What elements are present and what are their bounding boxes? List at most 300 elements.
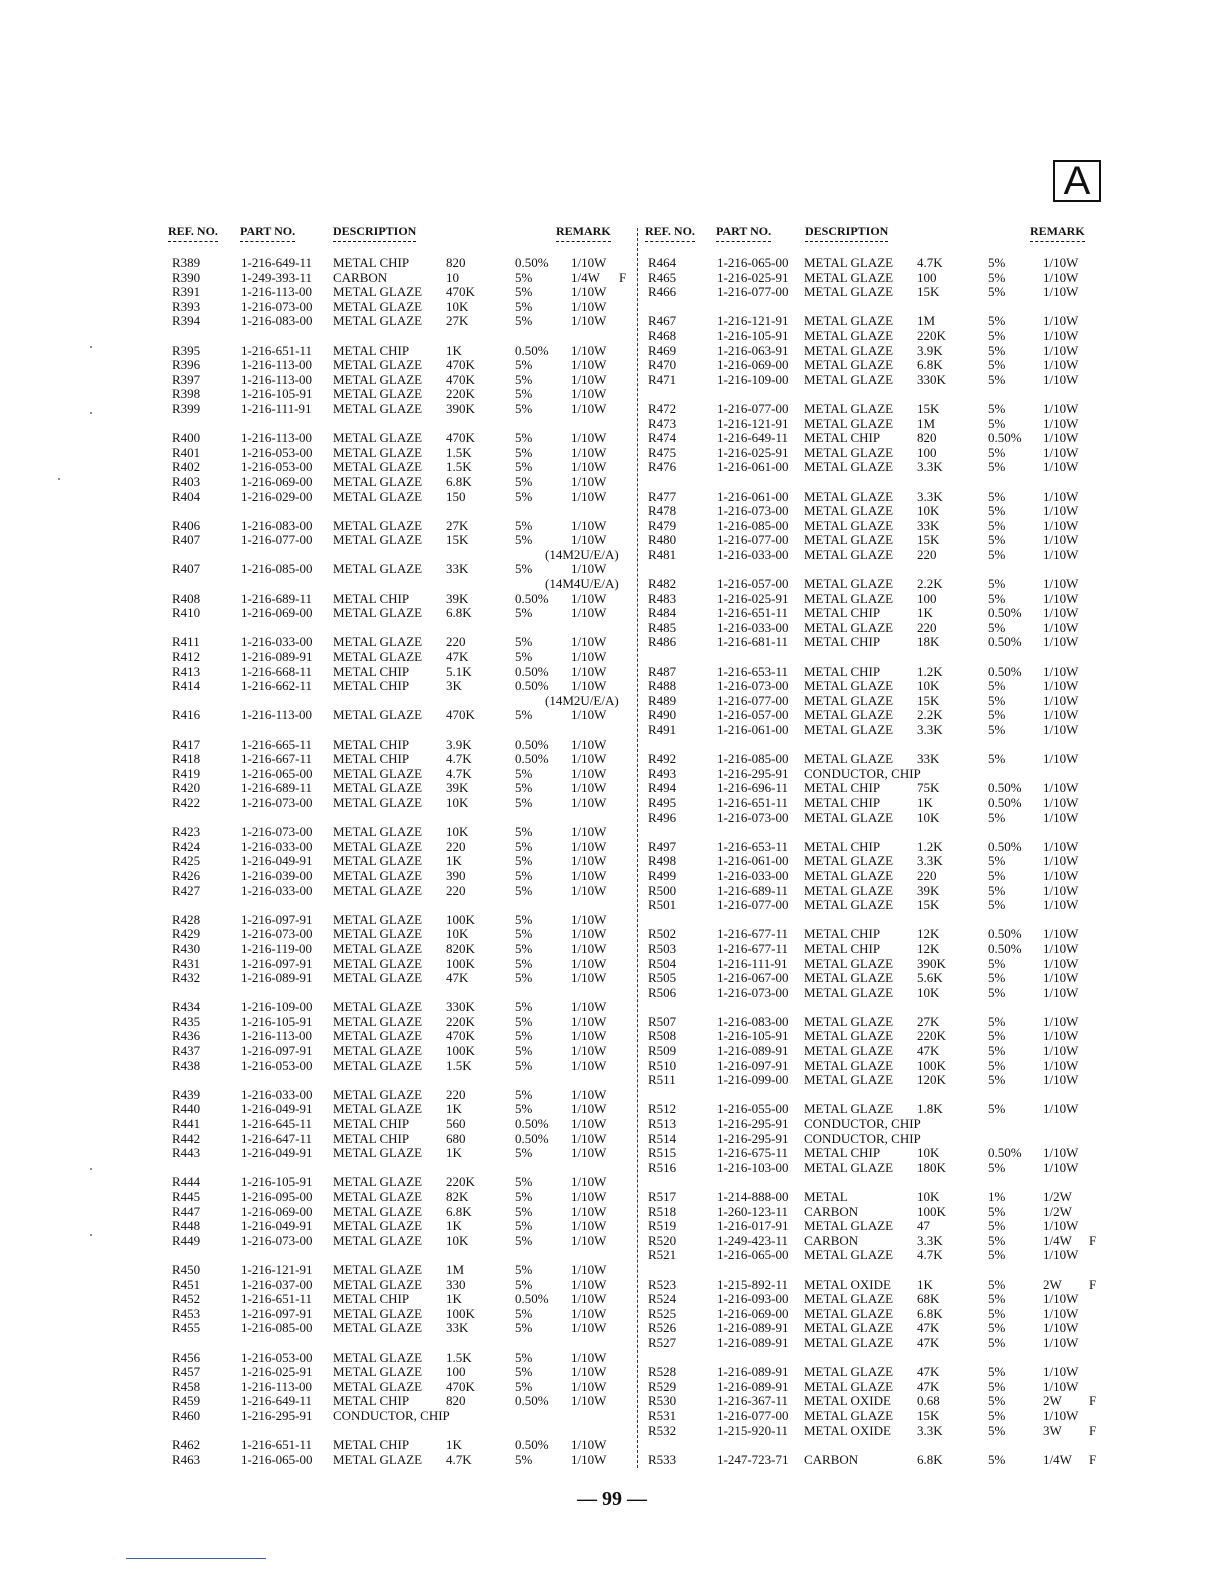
cell-ref-no: R526 [648,1320,677,1336]
cell-value: 330K [446,999,475,1015]
cell-part-no: 1-216-103-00 [717,1159,789,1175]
cell-description: METAL GLAZE [804,619,894,635]
cell-tolerance: 5% [515,284,533,300]
cell-description: METAL GLAZE [333,765,423,781]
table-row [645,796,1105,811]
cell-rating: 1/10W [571,1364,607,1380]
cell-ref-no: R519 [648,1218,677,1234]
cell-rating: 1/10W [571,1057,607,1073]
cell-tolerance: 5% [988,1203,1006,1219]
cell-rating: 1/10W [1043,357,1079,373]
cell-value: 100K [446,1305,475,1321]
cell-value: 820 [917,430,937,446]
cell-ref-no: R450 [172,1261,201,1277]
cell-value: 3.3K [917,722,943,737]
cell-tolerance: 5% [515,882,533,898]
cell-part-no: 1-216-065-00 [717,255,789,270]
cell-part-no: 1-216-089-91 [717,1320,789,1336]
cell-value: 15K [917,897,940,913]
table-row [168,927,636,942]
cell-value: 3.9K [917,342,943,358]
cell-description: METAL GLAZE [804,1407,894,1423]
cell-description: METAL GLAZE [333,853,423,869]
cell-value: 1M [917,415,936,431]
cell-description: METAL GLAZE [333,532,423,548]
cell-part-no: 1-216-089-91 [241,970,313,986]
cell-rating: 1/10W [571,459,607,475]
cell-part-no: 1-216-069-00 [717,1305,789,1321]
cell-part-no: 1-216-651-11 [717,794,789,810]
cell-ref-no: R518 [648,1203,677,1219]
table-row [645,752,1105,767]
cell-tolerance: 5% [515,1364,533,1380]
table-row [645,723,1105,738]
cell-description: METAL GLAZE [333,313,423,329]
cell-rating: 1/10W [571,371,607,387]
cell-rating: 1/10W [571,882,607,898]
cell-rating: 1/10W [571,284,607,300]
cell-part-no: 1-216-665-11 [241,736,313,752]
table-row [645,942,1105,957]
cell-ref-no: R427 [172,882,201,898]
cell-tolerance: 5% [515,765,533,781]
section-letter: A [1063,159,1091,203]
cell-part-no: 1-216-083-00 [717,1013,789,1029]
cell-tolerance: 5% [515,517,533,533]
table-row [168,752,636,767]
cell-ref-no: R465 [648,269,677,285]
cell-rating: 1/10W [571,1203,607,1219]
cell-part-no: 1-216-069-00 [241,605,313,621]
cell-ref-no: R418 [172,751,201,767]
table-row [645,285,1105,300]
cell-ref-no: R469 [648,342,677,358]
table-row [168,1219,636,1234]
cell-value: 15K [917,284,940,300]
cell-tolerance: 5% [988,984,1006,1000]
table-row [645,1424,1105,1439]
cell-tolerance: 5% [515,1203,533,1219]
table-row [645,504,1105,519]
cell-value: 27K [446,313,469,329]
table-row [645,1015,1105,1030]
cell-part-no: 1-216-113-00 [241,357,313,373]
table-row [168,738,636,753]
cell-rating: 1/10W [571,444,607,460]
cell-rating: 1/10W [571,561,607,577]
cell-value: 220 [917,619,937,635]
cell-tolerance: 5% [515,867,533,883]
cell-value: 1K [446,342,462,358]
row-gap [168,898,636,913]
table-row [645,621,1105,636]
cell-flag: F [1089,1232,1097,1248]
cell-ref-no: R447 [172,1203,201,1219]
cell-description: METAL GLAZE [333,1203,423,1219]
row-gap [645,738,1105,753]
cell-value: 220K [446,1013,475,1029]
cell-description: METAL GLAZE [804,984,894,1000]
cell-rating: 1/10W [1043,1013,1079,1029]
cell-value: 1.5K [446,459,472,475]
cell-rating: 1/10W [571,1232,607,1248]
table-row [645,1292,1105,1307]
cell-rating: 1/10W [571,999,607,1015]
cell-tolerance: 5% [988,722,1006,737]
cell-ref-no: R406 [172,517,201,533]
cell-rating: 1/10W [571,1320,607,1336]
cell-description: METAL CHIP [333,678,410,694]
cell-ref-no: R532 [648,1422,677,1438]
cell-ref-no: R478 [648,503,677,519]
cell-ref-no: R417 [172,736,201,752]
cell-ref-no: R412 [172,649,201,665]
cell-ref-no: R516 [648,1159,677,1175]
table-row [645,1205,1105,1220]
cell-description: CONDUCTOR, CHIP [804,765,921,781]
cell-ref-no: R529 [648,1378,677,1394]
cell-rating: 1/10W [1043,940,1079,956]
cell-tolerance: 5% [515,444,533,460]
cell-ref-no: R507 [648,1013,677,1029]
cell-tolerance: 5% [515,1174,533,1190]
cell-description: METAL GLAZE [333,1174,423,1190]
table-row [168,1015,636,1030]
cell-value: 15K [917,400,940,416]
cell-value: 3.3K [917,1422,943,1438]
cell-description: METAL GLAZE [804,1247,894,1263]
cell-ref-no: R488 [648,678,677,694]
cell-tolerance: 5% [515,605,533,621]
row-gap [168,417,636,432]
cell-tolerance: 5% [988,444,1006,460]
cell-ref-no: R476 [648,459,677,475]
cell-tolerance: 5% [988,1334,1006,1350]
cell-flag: F [1089,1451,1097,1467]
cell-part-no: 1-216-696-11 [717,780,789,796]
cell-tolerance: 0.50% [515,342,549,358]
row-gap [168,1424,636,1439]
table-row [168,825,636,840]
cell-tolerance: 5% [988,1364,1006,1380]
cell-value: 1K [446,1101,462,1117]
table-row [168,1438,636,1453]
section-label-box [1053,160,1101,202]
cell-rating: 1/10W [1043,1378,1079,1394]
cell-part-no: 1-215-892-11 [717,1276,789,1292]
cell-part-no: 1-216-025-91 [241,1364,313,1380]
table-row [645,592,1105,607]
cell-tolerance: 5% [988,1291,1006,1307]
cell-description: METAL CHIP [804,926,881,942]
cell-value: 1.5K [446,444,472,460]
cell-part-no: 1-216-097-91 [717,1057,789,1073]
table-row [645,971,1105,986]
cell-value: 100 [917,444,937,460]
cell-description: METAL CHIP [804,663,881,679]
cell-ref-no: R398 [172,386,201,402]
cell-part-no: 1-216-077-00 [717,284,789,300]
cell-rating: 1/10W [1043,1145,1079,1161]
cell-tolerance: 0.50% [988,605,1022,621]
cell-rating: 1/10W [571,1276,607,1292]
cell-tolerance: 0.50% [515,678,549,694]
cell-rating: 1/10W [571,590,607,606]
cell-rating: 1/10W [1043,809,1079,825]
cell-rating: 1/10W [1043,313,1079,329]
cell-description: METAL GLAZE [333,780,423,796]
cell-rating: 1/10W [1043,327,1079,343]
table-row [168,781,636,796]
cell-ref-no: R456 [172,1349,201,1365]
cell-rating: 1/10W [1043,371,1079,387]
cell-description: METAL GLAZE [333,1320,423,1336]
cell-tolerance: 0.50% [515,751,549,767]
cell-ref-no: R517 [648,1189,677,1204]
cell-part-no: 1-216-295-91 [717,1116,789,1132]
cell-rating: 1/10W [571,1145,607,1161]
table-row [645,1219,1105,1234]
cell-description: METAL GLAZE [333,444,423,460]
table-row [168,1278,636,1293]
cell-part-no: 1-216-097-91 [241,911,313,927]
header-remark: REMARK [1030,224,1085,242]
table-row [168,1102,636,1117]
table-row [168,1263,636,1278]
cell-value: 15K [917,532,940,548]
cell-value: 33K [446,561,469,577]
cell-part-no: 1-247-723-71 [717,1451,789,1467]
table-row [168,1190,636,1205]
cell-part-no: 1-216-089-91 [241,649,313,665]
cell-rating: 1/10W [1043,284,1079,300]
cell-rating: 1/10W [571,663,607,679]
table-header [645,224,1105,256]
cell-tolerance: 5% [515,1320,533,1336]
cell-description: METAL GLAZE [333,1364,423,1380]
cell-part-no: 1-216-029-00 [241,488,313,504]
cell-description: METAL GLAZE [333,882,423,898]
cell-part-no: 1-216-073-00 [717,809,789,825]
table-row [645,1161,1105,1176]
cell-rating: 1/4W [571,269,600,285]
table-row [645,1132,1105,1147]
cell-tolerance: 5% [515,357,533,373]
cell-value: 4.7K [446,751,472,767]
cell-value: 6.8K [917,1305,943,1321]
header-remark: REMARK [556,224,611,242]
cell-description: METAL GLAZE [333,1086,423,1102]
cell-description: CONDUCTOR, CHIP [804,1130,921,1146]
table-row [168,475,636,490]
cell-value: 820K [446,940,475,956]
cell-ref-no: R511 [648,1072,676,1088]
cell-part-no: 1-216-057-00 [717,576,789,592]
cell-ref-no: R477 [648,488,677,504]
cell-ref-no: R431 [172,955,201,971]
cell-rating: 1/10W [571,707,607,723]
table-row [168,1029,636,1044]
table-row [645,402,1105,417]
table-row [168,490,636,505]
cell-description: METAL GLAZE [804,1101,894,1117]
cell-description: METAL GLAZE [333,605,423,621]
cell-description: METAL GLAZE [804,255,894,270]
cell-rating: 1/10W [571,926,607,942]
cell-ref-no: R420 [172,780,201,796]
cell-rating: 1/10W [571,605,607,621]
cell-ref-no: R504 [648,955,677,971]
cell-value: 15K [917,692,940,708]
cell-rating: (14M2U/E/A) [545,692,619,708]
cell-part-no: 1-216-295-91 [717,765,789,781]
cell-value: 220 [446,838,466,854]
cell-value: 1K [446,1437,462,1453]
cell-rating: 1/10W [1043,255,1079,270]
cell-part-no: 1-216-055-00 [717,1101,789,1117]
page-number: — 99 — [577,1488,647,1510]
table-row [168,1351,636,1366]
cell-value: 5.1K [446,663,472,679]
cell-value: 4.7K [446,765,472,781]
cell-part-no: 1-216-105-91 [717,1028,789,1044]
cell-tolerance: 5% [988,1028,1006,1044]
cell-description: METAL CHIP [804,838,881,854]
row-gap [168,1161,636,1176]
cell-ref-no: R497 [648,838,677,854]
cell-description: METAL GLAZE [333,298,423,314]
cell-value: 1K [446,1291,462,1307]
row-gap [645,387,1105,402]
cell-description: METAL GLAZE [804,1057,894,1073]
cell-description: METAL GLAZE [804,809,894,825]
table-row [168,1453,636,1468]
cell-ref-no: R445 [172,1189,201,1204]
cell-rating: 1/4W [1043,1232,1072,1248]
cell-value: 220 [446,1086,466,1102]
table-row [168,1234,636,1249]
cell-ref-no: R462 [172,1437,201,1453]
cell-value: 4.7K [446,1451,472,1467]
cell-tolerance: 1% [988,1189,1006,1204]
cell-description: METAL GLAZE [804,576,894,592]
cell-ref-no: R464 [648,255,677,270]
cell-ref-no: R481 [648,546,677,562]
cell-part-no: 1-216-089-91 [717,1364,789,1380]
cell-value: 820 [446,1393,466,1409]
cell-description: METAL GLAZE [333,1013,423,1029]
cell-tolerance: 5% [515,634,533,650]
cell-value: 4.7K [917,1247,943,1263]
cell-part-no: 1-216-295-91 [241,1407,313,1423]
cell-rating: 1/10W [1043,590,1079,606]
cell-rating: 1/10W [571,1261,607,1277]
cell-tolerance: 5% [515,1232,533,1248]
cell-value: 33K [917,517,940,533]
cell-rating: 1/10W [1043,1305,1079,1321]
cell-tolerance: 0.50% [988,780,1022,796]
cell-ref-no: R528 [648,1364,677,1380]
cell-ref-no: R480 [648,532,677,548]
cell-rating: 1/10W [571,1451,607,1467]
cell-part-no: 1-216-049-91 [241,853,313,869]
cell-ref-no: R531 [648,1407,677,1423]
cell-description: METAL GLAZE [333,838,423,854]
table-row [168,446,636,461]
cell-ref-no: R397 [172,371,201,387]
table-row [645,1336,1105,1351]
cell-rating: 1/10W [571,824,607,840]
row-gap [645,825,1105,840]
cell-part-no: 1-216-668-11 [241,663,313,679]
cell-ref-no: R432 [172,970,201,986]
cell-tolerance: 5% [515,1451,533,1467]
cell-part-no: 1-216-677-11 [717,940,789,956]
cell-description: METAL CHIP [804,1145,881,1161]
table-row [168,1307,636,1322]
cell-rating: 1/10W [1043,619,1079,635]
cell-tolerance: 5% [515,1101,533,1117]
table-row [645,767,1105,782]
cell-rating: 1/10W [1043,488,1079,504]
cell-value: 1K [917,605,933,621]
cell-part-no: 1-216-089-91 [717,1378,789,1394]
table-row [645,898,1105,913]
cell-tolerance: 5% [515,1013,533,1029]
cell-part-no: 1-216-367-11 [717,1393,789,1409]
cell-value: 10K [917,809,940,825]
cell-description: METAL CHIP [333,663,410,679]
cell-rating: 1/10W [571,517,607,533]
cell-description: METAL GLAZE [333,386,423,402]
cell-ref-no: R486 [648,634,677,650]
table-row [168,957,636,972]
cell-tolerance: 5% [988,415,1006,431]
cell-rating: 3W [1043,1422,1062,1438]
table-row [168,1088,636,1103]
table-row [645,854,1105,869]
cell-part-no: 1-216-057-00 [717,707,789,723]
cell-ref-no: R435 [172,1013,201,1029]
cell-rating: 1/10W [1043,780,1079,796]
cell-rating: 1/10W [571,751,607,767]
cell-description: METAL GLAZE [333,517,423,533]
cell-rating: 1/10W [1043,517,1079,533]
cell-tolerance: 5% [515,1276,533,1292]
cell-description: METAL GLAZE [333,824,423,840]
cell-description: METAL GLAZE [333,940,423,956]
table-row [168,1380,636,1395]
parts-list-right [645,224,1105,1467]
cell-rating: 1/10W [1043,576,1079,592]
table-row [168,650,636,665]
cell-value: 100 [917,269,937,285]
cell-part-no: 1-216-067-00 [717,970,789,986]
cell-tolerance: 5% [988,503,1006,519]
cell-ref-no: R499 [648,867,677,883]
table-row [168,869,636,884]
cell-ref-no: R505 [648,970,677,986]
table-row [645,1117,1105,1132]
cell-part-no: 1-216-085-00 [241,1320,313,1336]
cell-value: 1K [446,853,462,869]
cell-rating: 1/10W [571,649,607,665]
cell-value: 10K [446,926,469,942]
cell-part-no: 1-216-073-00 [717,503,789,519]
cell-description: METAL GLAZE [804,751,894,767]
cell-part-no: 1-216-662-11 [241,678,313,694]
table-row [168,1409,636,1424]
